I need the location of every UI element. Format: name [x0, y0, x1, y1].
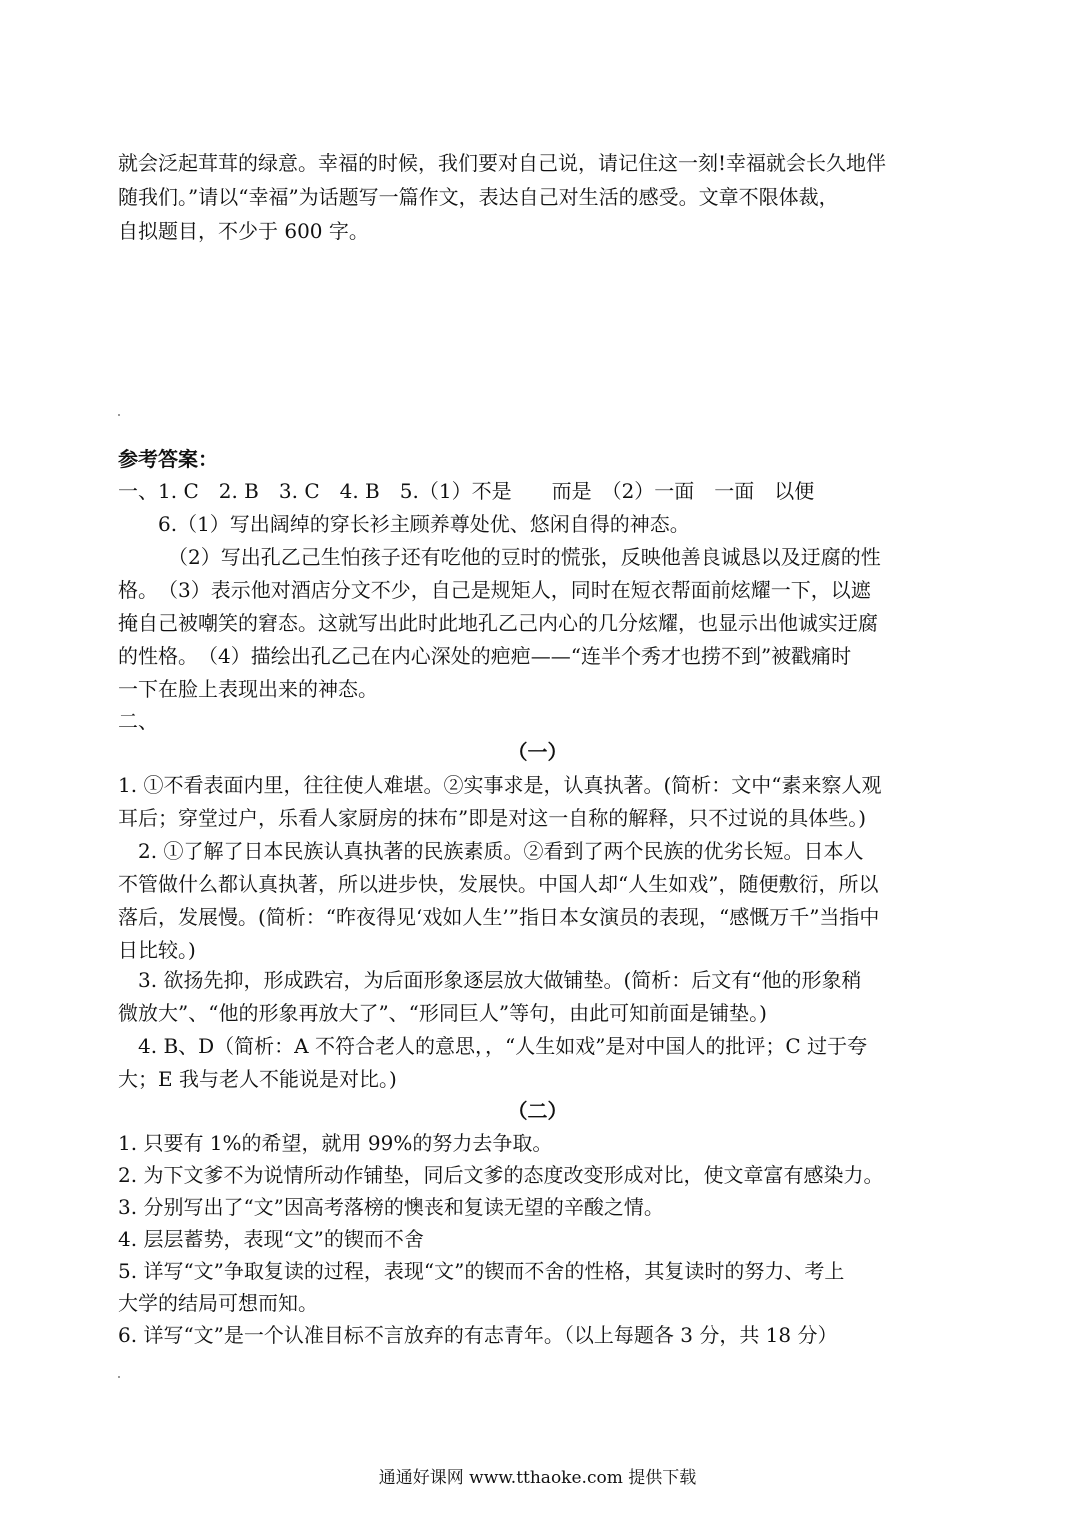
answer-line: 大；E 我与老人不能说是对比。) — [118, 1067, 397, 1091]
answer-line: 4. 层层蓄势，表现“文”的锲而不舍 — [118, 1227, 424, 1251]
answer-line: 日比较。) — [118, 938, 196, 962]
answer-line: 掩自己被嘲笑的窘态。这就写出此时此地孔乙己内心的几分炫耀，也显示出他诚实迂腐 — [118, 611, 878, 635]
section-1-title: （一） — [507, 740, 568, 764]
answer-line: （2）写出孔乙己生怕孩子还有吃他的豆时的慌张，反映他善良诚恳以及迂腐的性 — [118, 545, 881, 569]
essay-prompt-line: 就会泛起茸茸的绿意。幸福的时候，我们要对自己说，请记住这一刻!幸福就会长久地伴 — [118, 151, 887, 175]
answer-line: 4. B、D（简析：A 不符合老人的意思，，“人生如戏”是对中国人的批评；C 过于夸 — [118, 1034, 868, 1058]
answer-line: 6.（1）写出阔绰的穿长衫主顾养尊处优、悠闲自得的神态。 — [118, 512, 690, 536]
answer-line: 3. 欲扬先抑，形成跌宕，为后面形象逐层放大做铺垫。(简析：后文有“他的形象稍 — [118, 968, 862, 992]
section-2-title: （二） — [507, 1099, 568, 1123]
answer-line: 6. 详写“文”是一个认准目标不言放弃的有志青年。（以上每题各 3 分，共 18 分） — [118, 1323, 838, 1347]
answer-line: 1. 只要有 1%的希望，就用 99%的努力去争取。 — [118, 1131, 553, 1155]
answer-line: 5. 详写“文”争取复读的过程，表现“文”的锲而不舍的性格，其复读时的努力、考上 — [118, 1259, 845, 1283]
answer-line: 不管做什么都认真执著，所以进步快，发展快。中国人却“人生如戏”，随便敷衍，所以 — [118, 872, 879, 896]
answer-line: 一下在脸上表现出来的神态。 — [118, 677, 378, 701]
answer-line: 1. ①不看表面内里，往往使人难堪。②实事求是，认真执著。(简析：文中“素来察人观 — [118, 773, 882, 797]
answer-line: 的性格。 （4）描绘出孔乙己在内心深处的疤疤——“连半个秀才也捞不到”被戳痛时 — [118, 644, 852, 668]
essay-prompt-line: 自拟题目，不少于 600 字。 — [118, 219, 369, 243]
answer-line: 3. 分别写出了“文”因高考落榜的懊丧和复读无望的辛酸之情。 — [118, 1195, 664, 1219]
answer-line: 微放大”、“他的形象再放大了”、“形同巨人”等句，由此可知前面是铺垫。) — [118, 1001, 767, 1025]
answer-line: 大学的结局可想而知。 — [118, 1291, 318, 1315]
answer-line: 2. ①了解了日本民族认真执著的民族素质。②看到了两个民族的优劣长短。日本人 — [118, 839, 864, 863]
scan-speck — [118, 1376, 120, 1378]
answer-line: 一、1. C 2. B 3. C 4. B 5.（1）不是 而是 （2）一面 一面 以便 — [118, 479, 815, 503]
answers-heading: 参考答案： — [118, 447, 218, 471]
part-two-label: 二、 — [118, 709, 158, 733]
page-footer: 通通好课网 www.tthaoke.com 提供下载 — [378, 1468, 697, 1488]
essay-prompt-line: 随我们。”请以“幸福”为话题写一篇作文，表达自己对生活的感受。文章不限体裁， — [118, 185, 839, 209]
answer-line: 格。 （3）表示他对酒店分文不少，自己是规矩人，同时在短衣帮面前炫耀一下，以遮 — [118, 578, 871, 602]
answer-line: 落后，发展慢。(简析：“昨夜得见‘戏如人生’”指日本女演员的表现，“感慨万千”当指中 — [118, 905, 880, 929]
answer-line: 耳后；穿堂过户，乐看人家厨房的抹布”即是对这一自称的解释，只不过说的具体些。) — [118, 806, 867, 830]
scan-speck — [118, 414, 120, 416]
answer-line: 2. 为下文爹不为说情所动作铺垫，同后文爹的态度改变形成对比，使文章富有感染力。 — [118, 1163, 884, 1187]
